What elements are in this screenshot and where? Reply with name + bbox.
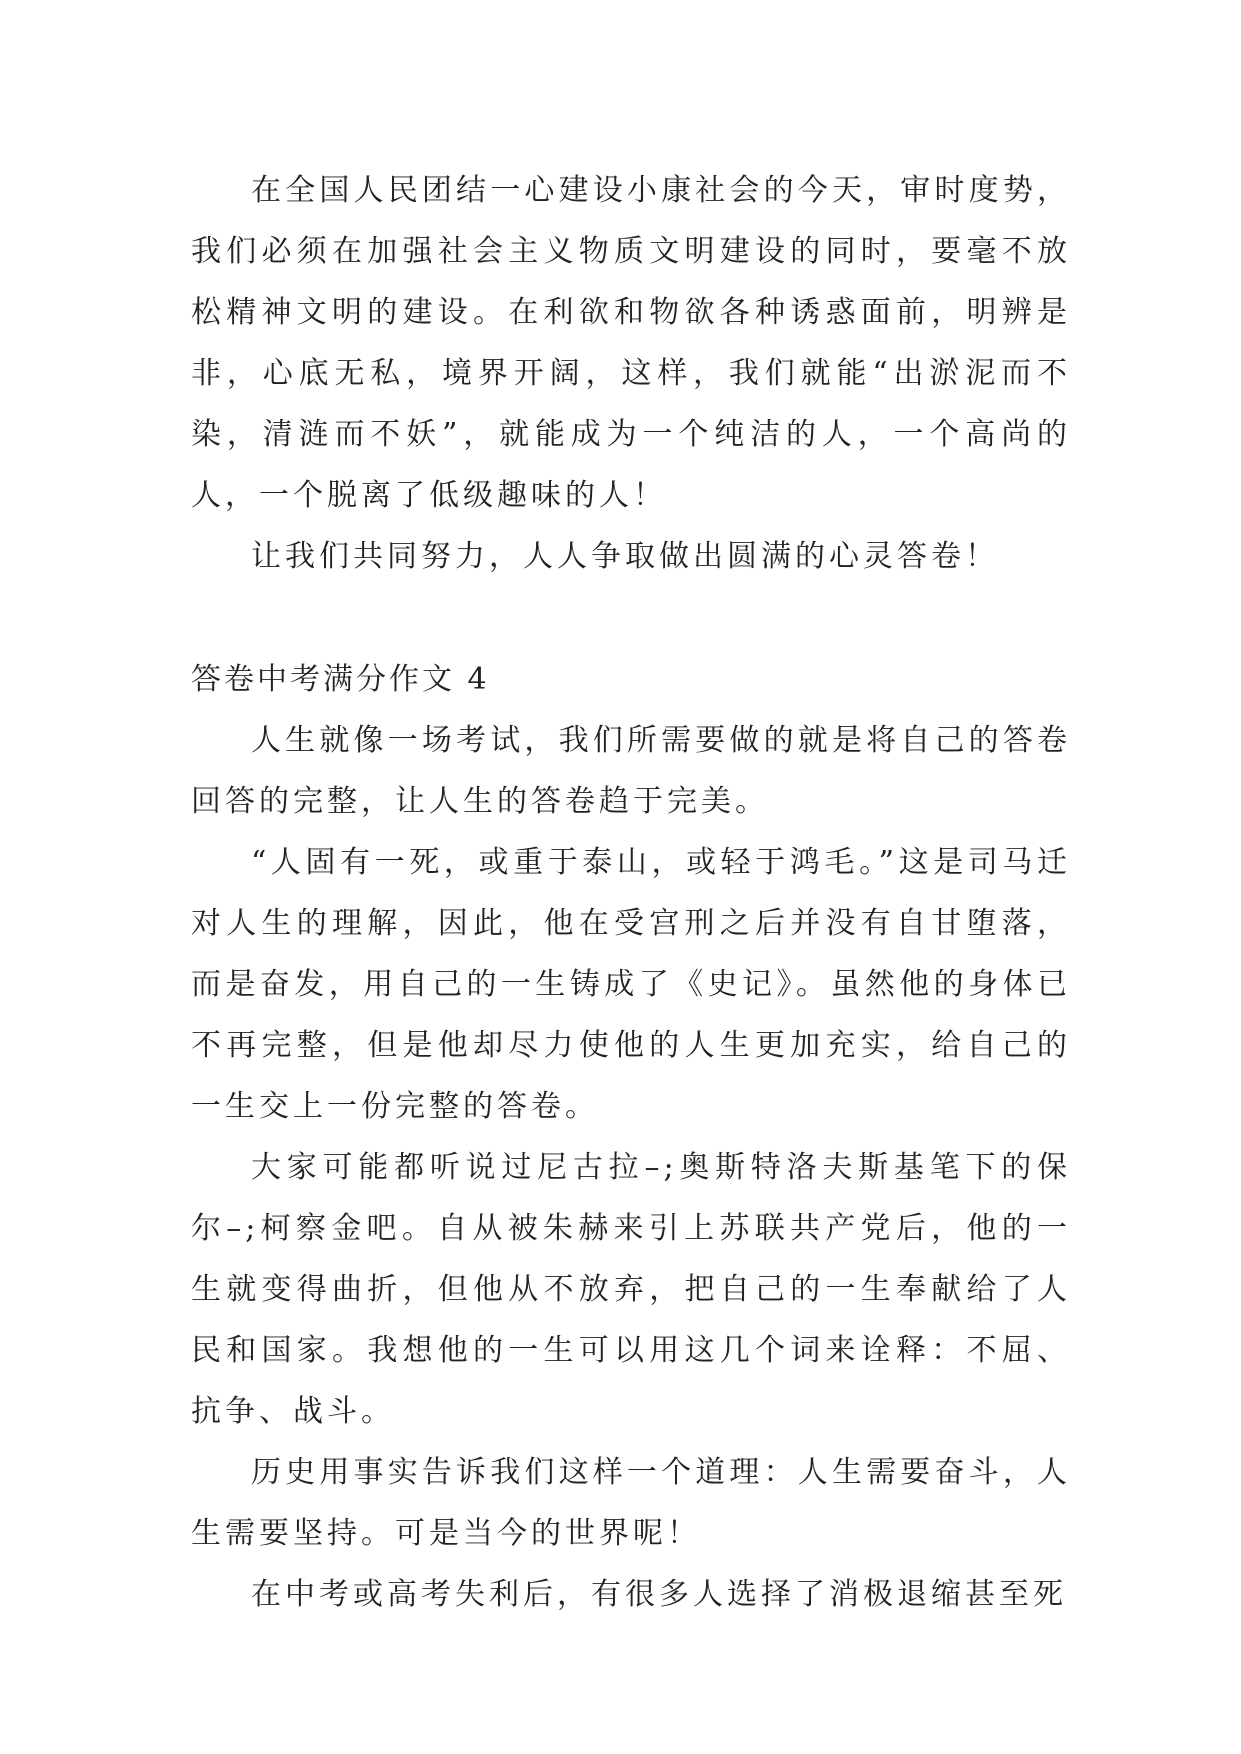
paragraph-exam-failure: 在中考或高考失利后，有很多人选择了消极退缩甚至死	[251, 1577, 1067, 1612]
section-gap	[191, 587, 1071, 649]
paragraph-sima-qian: “人固有一死，或重于泰山，或轻于鸿毛。”这是司马迁对人生的理解，因此，他在受宫刑之后并没有自甘堕落，而是奋发，用自己的一生铸成了《史记》。虽然他的身体已不再完整，但是他却尽力使他的人生更加充实，给自己的一生交上一份完整的答卷。	[191, 845, 1071, 1124]
section-title: 答卷中考满分作文 4	[191, 662, 490, 697]
paragraph-life-exam: 人生就像一场考试，我们所需要做的就是将自己的答卷回答的完整，让人生的答卷趋于完美。	[191, 723, 1071, 819]
paragraph-closing-call: 让我们共同努力，人人争取做出圆满的心灵答卷！	[251, 539, 999, 574]
paragraph-pavel: 大家可能都听说过尼古拉–;奥斯特洛夫斯基笔下的保尔–;柯察金吧。自从被朱赫来引上苏联共产党后，他的一生就变得曲折，但他从不放弃，把自己的一生奉献给了人民和国家。我想他的一生可以用这几个词来诠释：不屈、抗争、战斗。	[191, 1150, 1071, 1429]
document-body	[191, 160, 1071, 1625]
paragraph-civilization: 在全国人民团结一心建设小康社会的今天，审时度势，我们必须在加强社会主义物质文明建设的同时，要毫不放松精神文明的建设。在利欲和物欲各种诱惑面前，明辨是非，心底无私，境界开阔，这样，我们就能“出淤泥而不染，清涟而不妖”，就能成为一个纯洁的人，一个高尚的人，一个脱离了低级趣味的人！	[191, 173, 1071, 513]
paragraph-history-lesson: 历史用事实告诉我们这样一个道理：人生需要奋斗，人生需要坚持。可是当今的世界呢！	[191, 1455, 1071, 1551]
